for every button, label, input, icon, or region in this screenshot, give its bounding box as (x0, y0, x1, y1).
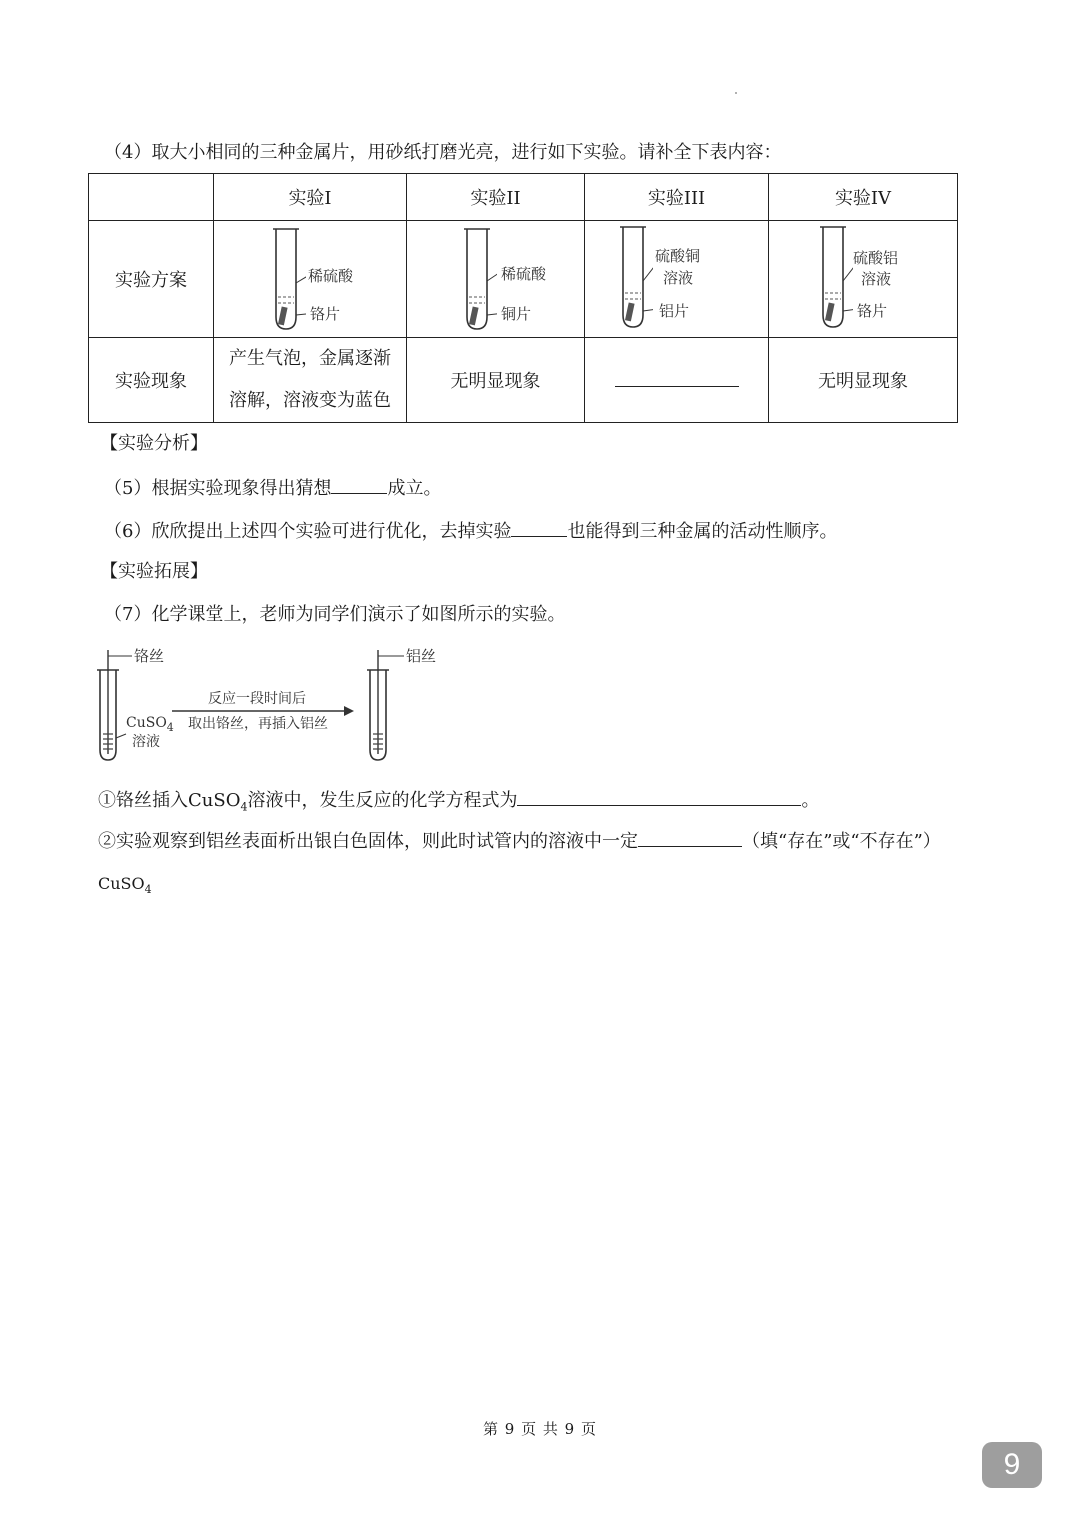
question-7-2-text-end: （填“存在”或“不存在”） (742, 831, 941, 852)
scheme-cell-3 (585, 221, 769, 338)
solution-label: 硫酸铜 (655, 247, 701, 265)
question-7-1-text-end: 。 (801, 790, 820, 811)
question-7: （7）化学课堂上，老师为同学们演示了如图所示的实验。 (104, 604, 566, 625)
phenomenon-text: 产生气泡，金属逐渐 (229, 348, 391, 369)
phenomenon-cell-3 (585, 338, 769, 423)
question-6-text-end: 也能得到三种金属的活动性顺序。 (567, 521, 838, 542)
test-tube-icon (813, 223, 853, 331)
table-header-cell: 实验III (585, 174, 769, 221)
solution-label-2: 溶液 (663, 269, 694, 287)
answer-blank[interactable] (615, 368, 739, 387)
page-number-badge: 9 (982, 1442, 1042, 1488)
metal-label: 铝片 (659, 302, 690, 320)
question-7-2-continued (98, 872, 152, 902)
row-label-scheme: 实验方案 (89, 221, 214, 338)
test-tube-icon (457, 225, 497, 333)
table-header-row (89, 174, 958, 221)
question-7-1-text: ①铬丝插入CuSO (98, 790, 241, 811)
row-label-phenomenon: 实验现象 (89, 338, 214, 423)
experiment-table (88, 173, 958, 423)
question-7-2 (98, 828, 941, 854)
speck (735, 92, 737, 94)
phenomenon-cell-4: 无明显现象 (769, 338, 958, 423)
question-7-1-text-mid: 溶液中，发生反应的化学方程式为 (247, 790, 518, 811)
question-4-intro: （4）取大小相同的三种金属片，用砂纸打磨光亮，进行如下实验。请补全下表内容： (104, 142, 782, 163)
cuso4-formula: CuSO (126, 715, 167, 731)
question-7-2-text: ②实验观察到铝丝表面析出银白色固体，则此时试管内的溶液中一定 (98, 831, 638, 852)
answer-blank[interactable] (517, 787, 801, 806)
chromium-wire-label: 铬丝 (134, 647, 165, 665)
metal-label: 铬片 (310, 305, 341, 323)
scheme-cell-2 (407, 221, 585, 338)
aluminum-wire-label: 铝丝 (406, 647, 437, 665)
arrow-bottom-label: 取出铬丝，再插入铝丝 (188, 716, 328, 732)
metal-label: 铜片 (501, 305, 532, 323)
subscript: 4 (240, 800, 248, 814)
solution-word-label: 溶液 (132, 734, 160, 750)
question-5-text-end: 成立。 (387, 478, 442, 499)
solution-label: 稀硫酸 (501, 265, 547, 283)
phenomenon-cell-1 (214, 338, 407, 423)
cuso4-text: CuSO (98, 874, 145, 893)
phenomenon-text: 溶解，溶液变为蓝色 (229, 390, 391, 411)
arrow-top-label: 反应一段时间后 (208, 691, 306, 707)
reaction-diagram (92, 642, 452, 764)
phenomenon-cell-2: 无明显现象 (407, 338, 585, 423)
metal-label: 铬片 (857, 302, 888, 320)
question-5 (104, 475, 441, 501)
analysis-heading: 【实验分析】 (100, 433, 208, 454)
table-header-cell: 实验II (407, 174, 585, 221)
table-header-cell: 实验I (214, 174, 407, 221)
page-footer: 第 9 页 共 9 页 (483, 1420, 597, 1438)
question-6 (104, 518, 837, 544)
solution-label-2: 溶液 (861, 270, 892, 288)
question-5-text: （5）根据实验现象得出猜想 (104, 478, 332, 499)
table-corner-cell (89, 174, 214, 221)
answer-blank[interactable] (638, 828, 742, 847)
cuso4-subscript: 4 (166, 720, 174, 734)
question-7-1 (98, 787, 819, 820)
extension-heading: 【实验拓展】 (100, 561, 208, 582)
subscript: 4 (144, 883, 152, 897)
scheme-cell-4 (769, 221, 958, 338)
test-tube-icon (266, 225, 306, 333)
solution-label: 硫酸铝 (853, 249, 899, 267)
answer-blank[interactable] (511, 518, 567, 537)
table-phenomenon-row (89, 338, 958, 423)
table-scheme-row (89, 221, 958, 338)
table-header-cell: 实验IV (769, 174, 958, 221)
solution-label: 稀硫酸 (308, 267, 354, 285)
scheme-cell-1 (214, 221, 407, 338)
question-6-text: （6）欣欣提出上述四个实验可进行优化，去掉实验 (104, 521, 512, 542)
answer-blank[interactable] (331, 475, 387, 494)
test-tube-icon (613, 223, 653, 331)
